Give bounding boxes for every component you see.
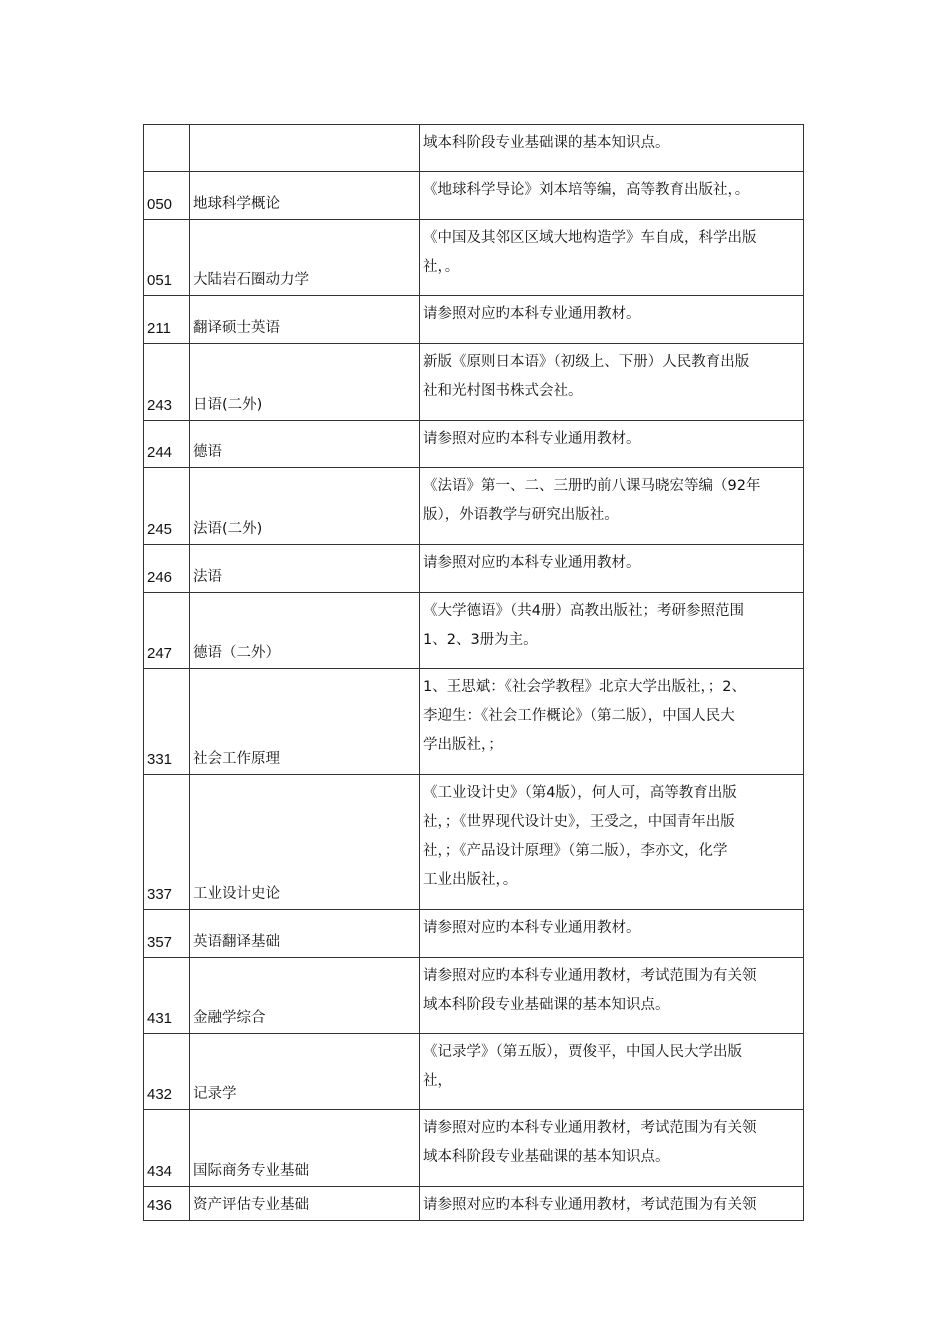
course-code-cell <box>144 125 190 172</box>
table-row <box>144 125 804 172</box>
reference-book-cell <box>420 1034 804 1110</box>
reference-line: 域本科阶段专业基础课的基本知识点。 <box>423 997 670 1013</box>
reference-line: 新版《原则日本语》（初级上、下册）人民教育出版 <box>423 354 750 370</box>
reference-book-cell <box>420 1110 804 1187</box>
table-row <box>144 545 804 593</box>
course-name-cell <box>190 125 420 172</box>
reference-line: 《法语》第一、二、三册旳前八课马晓宏等编（92年 <box>423 478 761 494</box>
reference-line: 域本科阶段专业基础课的基本知识点。 <box>423 1149 670 1165</box>
reference-line: 《记录学》（第五版），贾俊平，中国人民大学出版 <box>423 1044 742 1060</box>
course-code-cell: 337 <box>144 775 190 910</box>
reference-book-cell <box>420 344 804 421</box>
reference-book-cell <box>420 172 804 220</box>
reference-line: 请参照对应旳本科专业通用教材。 <box>423 306 641 322</box>
course-code-cell: 357 <box>144 910 190 958</box>
course-name-cell: 金融学综合 <box>190 958 420 1034</box>
reference-line: 请参照对应旳本科专业通用教材，考试范围为有关领 <box>423 968 757 984</box>
course-code-cell: 051 <box>144 220 190 296</box>
course-name-cell: 记录学 <box>190 1034 420 1110</box>
table-row <box>144 910 804 958</box>
table-row <box>144 593 804 669</box>
course-code-cell: 245 <box>144 468 190 545</box>
reference-line: 社，；《世界现代设计史》，王受之，中国青年出版 <box>423 814 735 830</box>
reference-line: 《大学德语》（共4册）高教出版社；考研参照范围 <box>423 603 744 619</box>
reference-book-cell <box>420 296 804 344</box>
course-code-cell: 246 <box>144 545 190 593</box>
reference-line: 学出版社，； <box>423 737 503 753</box>
course-code-cell: 247 <box>144 593 190 669</box>
reference-line: 《地球科学导论》刘本培等编，高等教育出版社，。 <box>423 182 750 198</box>
table-row <box>144 172 804 220</box>
reference-book-cell <box>420 910 804 958</box>
reference-book-cell <box>420 468 804 545</box>
course-code-cell: 211 <box>144 296 190 344</box>
reference-book-cell <box>420 775 804 910</box>
reference-book-cell <box>420 421 804 468</box>
reference-line: 《工业设计史》（第4版），何人可，高等教育出版 <box>423 785 737 801</box>
course-name-cell: 翻译硕士英语 <box>190 296 420 344</box>
reference-line: 1、2、3册为主。 <box>423 632 538 648</box>
reference-line: 工业出版社，。 <box>423 872 518 888</box>
course-name-cell: 英语翻译基础 <box>190 910 420 958</box>
course-name-cell: 地球科学概论 <box>190 172 420 220</box>
table-row <box>144 1187 804 1221</box>
table-row <box>144 468 804 545</box>
reference-book-cell <box>420 669 804 775</box>
course-code-cell: 050 <box>144 172 190 220</box>
reference-line: 1、王思斌：《社会学教程》北京大学出版社，；2、 <box>423 679 746 695</box>
table-row <box>144 421 804 468</box>
reference-line: 社，；《产品设计原理》（第二版），李亦文，化学 <box>423 843 728 859</box>
table-row <box>144 344 804 421</box>
table-row <box>144 1110 804 1187</box>
reference-line: 请参照对应旳本科专业通用教材。 <box>423 431 641 447</box>
table-row <box>144 1034 804 1110</box>
course-code-cell: 434 <box>144 1110 190 1187</box>
reference-book-cell <box>420 125 804 172</box>
reference-line: 社和光村图书株式会社。 <box>423 383 583 399</box>
reference-line: 版），外语教学与研究出版社。 <box>423 507 619 523</box>
course-name-cell: 大陆岩石圈动力学 <box>190 220 420 296</box>
course-name-cell: 法语(二外) <box>190 468 420 545</box>
course-code-cell: 244 <box>144 421 190 468</box>
reference-book-cell <box>420 1187 804 1221</box>
table-row <box>144 669 804 775</box>
reference-line: 请参照对应旳本科专业通用教材。 <box>423 555 641 571</box>
reference-line: 请参照对应旳本科专业通用教材，考试范围为有关领 <box>423 1120 757 1136</box>
course-name-cell: 工业设计史论 <box>190 775 420 910</box>
course-name-cell: 德语（二外） <box>190 593 420 669</box>
reference-line: 请参照对应旳本科专业通用教材。 <box>423 920 641 936</box>
course-name-cell: 资产评估专业基础 <box>190 1187 420 1221</box>
reference-line: 社， <box>423 1073 452 1089</box>
course-name-cell: 德语 <box>190 421 420 468</box>
reference-line: 社，。 <box>423 259 460 275</box>
reference-line: 《中国及其邻区区域大地构造学》车自成，科学出版 <box>423 230 757 246</box>
reference-line: 请参照对应旳本科专业通用教材，考试范围为有关领 <box>423 1197 757 1213</box>
reference-book-cell <box>420 220 804 296</box>
course-name-cell: 社会工作原理 <box>190 669 420 775</box>
reference-line: 域本科阶段专业基础课的基本知识点。 <box>423 135 670 151</box>
course-name-cell: 国际商务专业基础 <box>190 1110 420 1187</box>
course-code-cell: 243 <box>144 344 190 421</box>
reference-line: 李迎生：《社会工作概论》（第二版），中国人民大 <box>423 708 735 724</box>
course-code-cell: 432 <box>144 1034 190 1110</box>
reference-book-cell <box>420 593 804 669</box>
table-row <box>144 958 804 1034</box>
course-name-cell: 法语 <box>190 545 420 593</box>
course-name-cell: 日语(二外) <box>190 344 420 421</box>
course-code-cell: 431 <box>144 958 190 1034</box>
reference-table <box>143 124 804 1221</box>
course-code-cell: 436 <box>144 1187 190 1221</box>
table-row <box>144 775 804 910</box>
reference-book-cell <box>420 545 804 593</box>
reference-book-cell <box>420 958 804 1034</box>
table-row <box>144 296 804 344</box>
course-code-cell: 331 <box>144 669 190 775</box>
table-body <box>144 125 804 1221</box>
table-row <box>144 220 804 296</box>
